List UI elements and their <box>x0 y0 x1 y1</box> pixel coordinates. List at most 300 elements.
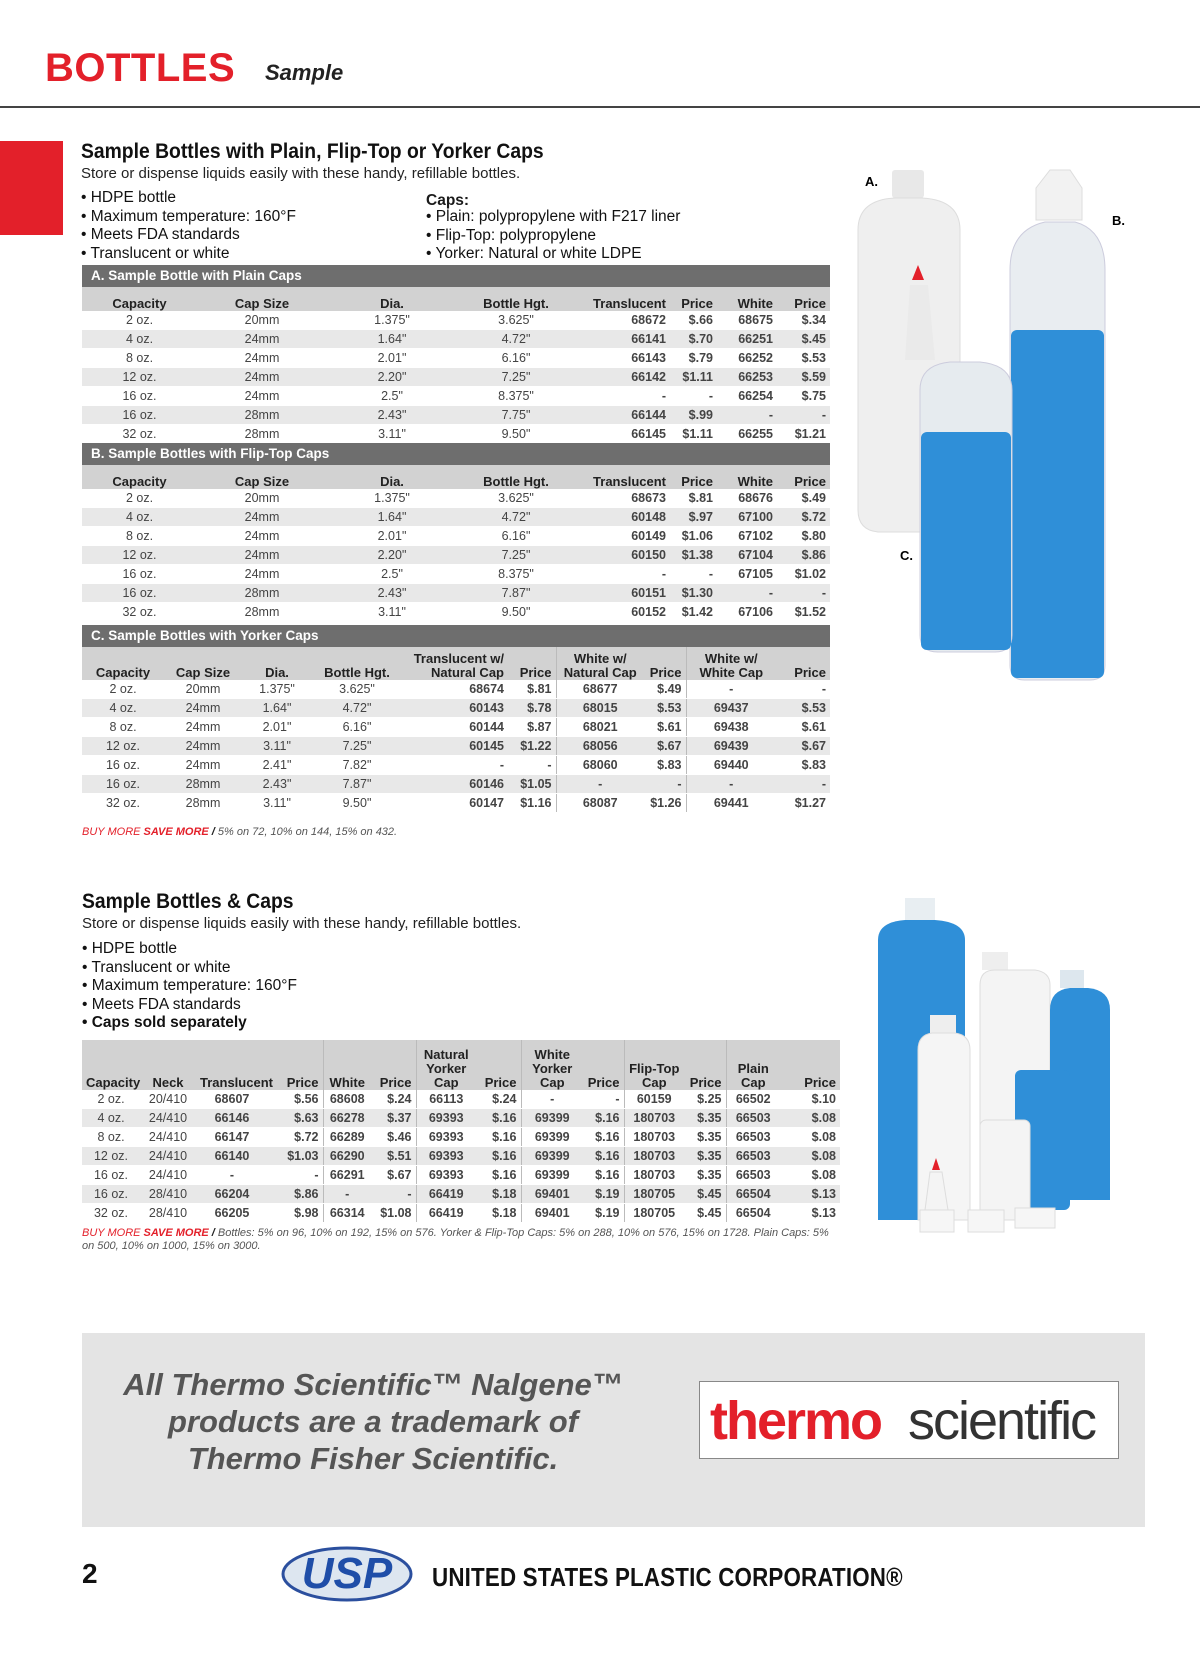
table-cell: 68674 <box>402 680 508 699</box>
table-cell: 68060 <box>556 756 644 775</box>
table-row <box>82 1147 840 1166</box>
col-header: Price <box>670 287 717 311</box>
section2-title: Sample Bottles & Caps <box>82 890 294 913</box>
table-row <box>82 565 830 584</box>
discount-note-2 <box>82 1227 842 1253</box>
table-row <box>82 406 830 425</box>
col-header: Plain Cap <box>726 1040 780 1090</box>
table-cell: - <box>777 584 830 603</box>
table-cell: 66289 <box>323 1128 371 1147</box>
table-cell: 24mm <box>197 330 327 349</box>
table-cell: 66504 <box>726 1204 780 1223</box>
table-cell: 8.375" <box>457 387 575 406</box>
separator: / <box>208 1227 218 1239</box>
table-cell: 2.01" <box>327 527 457 546</box>
table-cell: 66503 <box>726 1128 780 1147</box>
table-cell: 68608 <box>323 1090 371 1109</box>
table-cell: $1.27 <box>776 794 830 813</box>
table-cell: $.61 <box>776 718 830 737</box>
feature-item: • Maximum temperature: 160°F <box>82 977 297 996</box>
table-cell: $1.11 <box>670 368 717 387</box>
table-cell: 66503 <box>726 1166 780 1185</box>
table-cell: $1.38 <box>670 546 717 565</box>
table-cell: $.72 <box>777 508 830 527</box>
section2-description: Store or dispense liquids easily with these handy, refillable bottles. <box>82 915 522 932</box>
table-cell: $.18 <box>476 1185 521 1204</box>
caps-item: • Plain: polypropylene with F217 liner <box>426 208 680 227</box>
table-cell: $.35 <box>684 1147 726 1166</box>
col-header: Translucent <box>575 287 670 311</box>
table-cell: $1.11 <box>670 425 717 444</box>
table-cell: 2 oz. <box>82 311 197 330</box>
table-cell: 69399 <box>521 1147 583 1166</box>
table-cell: 69393 <box>416 1128 476 1147</box>
table-cell: $.24 <box>371 1090 416 1109</box>
buy-more-label: BUY MORE <box>82 1227 144 1239</box>
table-caps <box>82 1040 840 1223</box>
table-row <box>82 1166 840 1185</box>
table-cell: 69441 <box>686 794 776 813</box>
table-cell: $.97 <box>670 508 717 527</box>
table-cell: $1.52 <box>777 603 830 622</box>
table-cell: $.78 <box>508 699 556 718</box>
table-cell: $.19 <box>583 1204 624 1223</box>
table-cell: 68015 <box>556 699 644 718</box>
table-cell: 66419 <box>416 1204 476 1223</box>
table-cell: $1.30 <box>670 584 717 603</box>
table-cell: 2.01" <box>327 349 457 368</box>
col-header: Natural Yorker Cap <box>416 1040 476 1090</box>
table-cell: - <box>402 756 508 775</box>
table-cell: 60143 <box>402 699 508 718</box>
table-cell: - <box>686 775 776 794</box>
table-cell: 28mm <box>197 425 327 444</box>
table-cell: 32 oz. <box>82 603 197 622</box>
table-row <box>82 775 830 794</box>
table-cell: 69399 <box>521 1166 583 1185</box>
table-cell: 12 oz. <box>82 737 164 756</box>
table-cell: $1.06 <box>670 527 717 546</box>
table-cell: 66254 <box>717 387 777 406</box>
table-cell: 2.41" <box>242 756 312 775</box>
table-cell: $.19 <box>583 1185 624 1204</box>
table-cell: 1.375" <box>327 311 457 330</box>
table-cell: 66145 <box>575 425 670 444</box>
table-cell: 66503 <box>726 1109 780 1128</box>
section-tab-marker <box>0 141 63 235</box>
table-cell: 2.43" <box>242 775 312 794</box>
table-cell: 7.25" <box>457 546 575 565</box>
table-cell: 3.11" <box>242 794 312 813</box>
table-cell: 6.16" <box>312 718 402 737</box>
table-cell: 180703 <box>624 1128 684 1147</box>
table-cell: $.35 <box>684 1166 726 1185</box>
table-cell: - <box>575 565 670 584</box>
col-header: Price <box>776 647 830 680</box>
table-cell: - <box>323 1185 371 1204</box>
table-cell: 69399 <box>521 1109 583 1128</box>
table-cell: 66144 <box>575 406 670 425</box>
table-cell: $.83 <box>644 756 686 775</box>
table-cell: 2 oz. <box>82 1090 140 1109</box>
table-cell: 66147 <box>196 1128 268 1147</box>
table-cell: 24/410 <box>140 1166 196 1185</box>
table-cell: $.79 <box>670 349 717 368</box>
buy-more-label: BUY MORE <box>82 826 144 838</box>
table-cell: - <box>556 775 644 794</box>
table-cell: $1.03 <box>268 1147 323 1166</box>
table-row <box>82 737 830 756</box>
col-header: White Yorker Cap <box>521 1040 583 1090</box>
table-cell: 68677 <box>556 680 644 699</box>
col-header: White w/ Natural Cap <box>556 647 644 680</box>
table-cell: $.16 <box>476 1109 521 1128</box>
table-cell: - <box>670 565 717 584</box>
table-cell: 66502 <box>726 1090 780 1109</box>
col-header: Price <box>684 1040 726 1090</box>
discount-text: 5% on 72, 10% on 144, 15% on 432. <box>217 826 398 838</box>
table-cell: 69393 <box>416 1166 476 1185</box>
col-header: Price <box>508 647 556 680</box>
table-cell: $1.21 <box>777 425 830 444</box>
table-cell: 32 oz. <box>82 1204 140 1223</box>
table-cell: 16 oz. <box>82 756 164 775</box>
col-header: Dia. <box>327 287 457 311</box>
table-cell: 1.375" <box>327 489 457 508</box>
table-cell: 60148 <box>575 508 670 527</box>
table-cell: $.16 <box>476 1147 521 1166</box>
col-header: Capacity <box>82 465 197 489</box>
table-cell: 2.5" <box>327 565 457 584</box>
feature-item: • HDPE bottle <box>82 940 297 959</box>
table-cell: $.66 <box>670 311 717 330</box>
table-cell: 7.25" <box>312 737 402 756</box>
table-row <box>82 794 830 813</box>
table-cell: 4 oz. <box>82 699 164 718</box>
table-cell: 28mm <box>197 603 327 622</box>
page-number: 2 <box>82 1558 98 1589</box>
table-cell: 68607 <box>196 1090 268 1109</box>
table-cell: 12 oz. <box>82 546 197 565</box>
col-header: Price <box>644 647 686 680</box>
table-cell: 68672 <box>575 311 670 330</box>
table-row <box>82 368 830 387</box>
table-cell: 60150 <box>575 546 670 565</box>
table-cell: $.56 <box>268 1090 323 1109</box>
table-cell: $.53 <box>644 699 686 718</box>
col-header: Price <box>777 465 830 489</box>
col-header: White w/ White Cap <box>686 647 776 680</box>
table-cell: 66255 <box>717 425 777 444</box>
table-cell: $.25 <box>684 1090 726 1109</box>
table-cell: $.67 <box>644 737 686 756</box>
table-cell: 4.72" <box>312 699 402 718</box>
table-cell: 66140 <box>196 1147 268 1166</box>
table-cell: 32 oz. <box>82 425 197 444</box>
col-header: White <box>717 465 777 489</box>
table-cell: - <box>371 1185 416 1204</box>
caps-list <box>426 208 680 264</box>
table-cell: 60149 <box>575 527 670 546</box>
table-cell: 4 oz. <box>82 508 197 527</box>
table-cell: 67106 <box>717 603 777 622</box>
table-cell: 180703 <box>624 1147 684 1166</box>
table-cell: 66504 <box>726 1185 780 1204</box>
table-row <box>82 718 830 737</box>
col-header: Bottle Hgt. <box>312 647 402 680</box>
caps-item: • Yorker: Natural or white LDPE <box>426 245 680 264</box>
table-cell: $.63 <box>268 1109 323 1128</box>
table-cell: 66290 <box>323 1147 371 1166</box>
table-cell: 28/410 <box>140 1204 196 1223</box>
table-cell: $1.08 <box>371 1204 416 1223</box>
table-row <box>82 527 830 546</box>
section1-features <box>81 189 296 263</box>
table-row <box>82 330 830 349</box>
table-cell: $.08 <box>780 1109 840 1128</box>
table-cell: 66253 <box>717 368 777 387</box>
trademark-line: products are a trademark of <box>167 1404 579 1439</box>
table-cell: $.37 <box>371 1109 416 1128</box>
table-row <box>82 425 830 444</box>
table-cell: $.86 <box>268 1185 323 1204</box>
table-row <box>82 349 830 368</box>
table-b-grid <box>82 465 830 622</box>
table-c-title: C. Sample Bottles with Yorker Caps <box>82 625 830 647</box>
table-row <box>82 489 830 508</box>
table-cell: 16 oz. <box>82 1185 140 1204</box>
table-cell: 28mm <box>164 775 242 794</box>
col-header: Dia. <box>242 647 312 680</box>
table-cell: 3.625" <box>457 311 575 330</box>
table-cell: 16 oz. <box>82 406 197 425</box>
table-row <box>82 1090 840 1109</box>
table-cell: 66141 <box>575 330 670 349</box>
table-cell: $.98 <box>268 1204 323 1223</box>
table-cell: 69437 <box>686 699 776 718</box>
table-cell: $.67 <box>776 737 830 756</box>
table-cell: 2 oz. <box>82 680 164 699</box>
table-cell: 4 oz. <box>82 330 197 349</box>
table-cell: $.61 <box>644 718 686 737</box>
table-cell: 66503 <box>726 1147 780 1166</box>
table-cell: 28mm <box>197 584 327 603</box>
table-cell: $.10 <box>780 1090 840 1109</box>
table-cell: 8 oz. <box>82 527 197 546</box>
table-cell: - <box>196 1166 268 1185</box>
table-cell: $.35 <box>684 1109 726 1128</box>
table-cell: 2.43" <box>327 406 457 425</box>
table-cell: 66205 <box>196 1204 268 1223</box>
table-row <box>82 1204 840 1223</box>
table-cell: - <box>717 406 777 425</box>
table-cell: $.16 <box>583 1166 624 1185</box>
table-cell: 7.25" <box>457 368 575 387</box>
table-cell: $1.02 <box>777 565 830 584</box>
table-cell: 24mm <box>164 718 242 737</box>
table-cell: 12 oz. <box>82 368 197 387</box>
table-cell: $1.26 <box>644 794 686 813</box>
table-cell: 60151 <box>575 584 670 603</box>
table-cell: 69401 <box>521 1185 583 1204</box>
table-cell: 6.16" <box>457 527 575 546</box>
table-row <box>82 603 830 622</box>
table-cell: 66142 <box>575 368 670 387</box>
feature-item: • Meets FDA standards <box>82 996 297 1015</box>
section1-description: Store or dispense liquids easily with these handy, refillable bottles. <box>81 165 521 182</box>
table-cell: 24mm <box>197 565 327 584</box>
table-cell: $.24 <box>476 1090 521 1109</box>
table-cell: $.59 <box>777 368 830 387</box>
table-cell: 4.72" <box>457 508 575 527</box>
table-cell: 69440 <box>686 756 776 775</box>
table-cell: 1.64" <box>242 699 312 718</box>
table-cell: 68673 <box>575 489 670 508</box>
table-cell: 9.50" <box>457 425 575 444</box>
col-header: Cap Size <box>197 465 327 489</box>
table-cell: 24mm <box>197 527 327 546</box>
table-cell: 66143 <box>575 349 670 368</box>
table-cell: 180703 <box>624 1109 684 1128</box>
table-cell: $1.16 <box>508 794 556 813</box>
save-more-label: SAVE MORE <box>143 1227 209 1239</box>
table-cell: 66146 <box>196 1109 268 1128</box>
logo-thermo-text: thermo <box>710 1391 882 1451</box>
table-b-title: B. Sample Bottles with Flip-Top Caps <box>82 443 830 465</box>
table-cell: $.83 <box>776 756 830 775</box>
col-header: Translucent w/ Natural Cap <box>402 647 508 680</box>
table-cell: 60144 <box>402 718 508 737</box>
table-cell: $.72 <box>268 1128 323 1147</box>
col-header: Translucent <box>575 465 670 489</box>
table-cell: $.86 <box>777 546 830 565</box>
table-cell: 2.01" <box>242 718 312 737</box>
col-header: Translucent <box>196 1040 268 1090</box>
table-cell: $.45 <box>777 330 830 349</box>
table-cell: $.18 <box>476 1204 521 1223</box>
feature-item: • HDPE bottle <box>81 189 296 208</box>
table-cell: $1.42 <box>670 603 717 622</box>
table-cell: 60152 <box>575 603 670 622</box>
table-cell: 3.11" <box>327 603 457 622</box>
table-cell: $.34 <box>777 311 830 330</box>
table-c <box>82 625 830 813</box>
table-cell: 7.75" <box>457 406 575 425</box>
table-cell: 180705 <box>624 1204 684 1223</box>
table-caps-grid <box>82 1040 840 1223</box>
table-cell: $.53 <box>777 349 830 368</box>
table-cell: 68675 <box>717 311 777 330</box>
table-cell: $.08 <box>780 1128 840 1147</box>
table-cell: 60145 <box>402 737 508 756</box>
table-cell: 67100 <box>717 508 777 527</box>
table-cell: 24mm <box>197 508 327 527</box>
table-cell: $.80 <box>777 527 830 546</box>
table-cell: 60146 <box>402 775 508 794</box>
table-b <box>82 443 830 622</box>
company-name: UNITED STATES PLASTIC CORPORATION® <box>432 1562 903 1592</box>
table-cell: 20mm <box>164 680 242 699</box>
table-cell: 60159 <box>624 1090 684 1109</box>
col-header: Capacity <box>82 1040 140 1090</box>
col-header: Cap Size <box>164 647 242 680</box>
table-cell: $.13 <box>780 1185 840 1204</box>
table-cell: 2.20" <box>327 368 457 387</box>
table-cell: 24/410 <box>140 1128 196 1147</box>
table-cell: 8 oz. <box>82 1128 140 1147</box>
table-cell: $.35 <box>684 1128 726 1147</box>
table-cell: 20mm <box>197 311 327 330</box>
image-label-a: A. <box>865 174 878 189</box>
col-header: Price <box>780 1040 840 1090</box>
table-cell: 66113 <box>416 1090 476 1109</box>
logo-scientific-text: scientific <box>908 1391 1096 1451</box>
thermo-scientific-logo <box>699 1381 1119 1459</box>
table-cell: - <box>521 1090 583 1109</box>
table-cell: 3.625" <box>312 680 402 699</box>
col-header: Neck <box>140 1040 196 1090</box>
table-cell: - <box>776 680 830 699</box>
table-cell: 20mm <box>197 489 327 508</box>
trademark-line: All Thermo Scientific™ Nalgene™ <box>123 1367 623 1402</box>
section1-title: Sample Bottles with Plain, Flip-Top or Yorker Caps <box>81 140 544 163</box>
table-cell: 180705 <box>624 1185 684 1204</box>
sample-bottles-image <box>850 160 1190 700</box>
table-cell: 16 oz. <box>82 1166 140 1185</box>
col-header: Bottle Hgt. <box>457 465 575 489</box>
table-cell: 1.64" <box>327 508 457 527</box>
table-cell: 28mm <box>164 794 242 813</box>
page-subtitle: Sample <box>265 60 344 85</box>
table-row <box>82 546 830 565</box>
table-cell: $.53 <box>776 699 830 718</box>
table-cell: $.08 <box>780 1147 840 1166</box>
table-cell: - <box>508 756 556 775</box>
table-cell: $.99 <box>670 406 717 425</box>
table-cell: 69399 <box>521 1128 583 1147</box>
table-cell: 66252 <box>717 349 777 368</box>
col-header: Price <box>371 1040 416 1090</box>
table-cell: $1.05 <box>508 775 556 794</box>
col-header: Price <box>670 465 717 489</box>
table-cell: $.46 <box>371 1128 416 1147</box>
col-header: Capacity <box>82 647 164 680</box>
table-cell: 66204 <box>196 1185 268 1204</box>
table-cell: 24mm <box>197 387 327 406</box>
table-cell: 12 oz. <box>82 1147 140 1166</box>
table-cell: $.16 <box>583 1128 624 1147</box>
col-header: Price <box>583 1040 624 1090</box>
table-cell: $.45 <box>684 1204 726 1223</box>
table-cell: 24mm <box>164 756 242 775</box>
table-cell: 180703 <box>624 1166 684 1185</box>
table-cell: - <box>268 1166 323 1185</box>
table-row <box>82 584 830 603</box>
usp-logo-text: USP <box>301 1549 393 1598</box>
table-cell: 9.50" <box>312 794 402 813</box>
table-cell: 4.72" <box>457 330 575 349</box>
caps-item: • Flip-Top: polypropylene <box>426 227 680 246</box>
section2-features <box>82 940 297 1033</box>
table-cell: $.16 <box>583 1109 624 1128</box>
trademark-text <box>108 1366 638 1477</box>
table-cell: 69401 <box>521 1204 583 1223</box>
table-cell: 3.11" <box>327 425 457 444</box>
table-cell: 16 oz. <box>82 565 197 584</box>
table-row <box>82 1185 840 1204</box>
table-cell: - <box>717 584 777 603</box>
table-cell: $.16 <box>476 1166 521 1185</box>
